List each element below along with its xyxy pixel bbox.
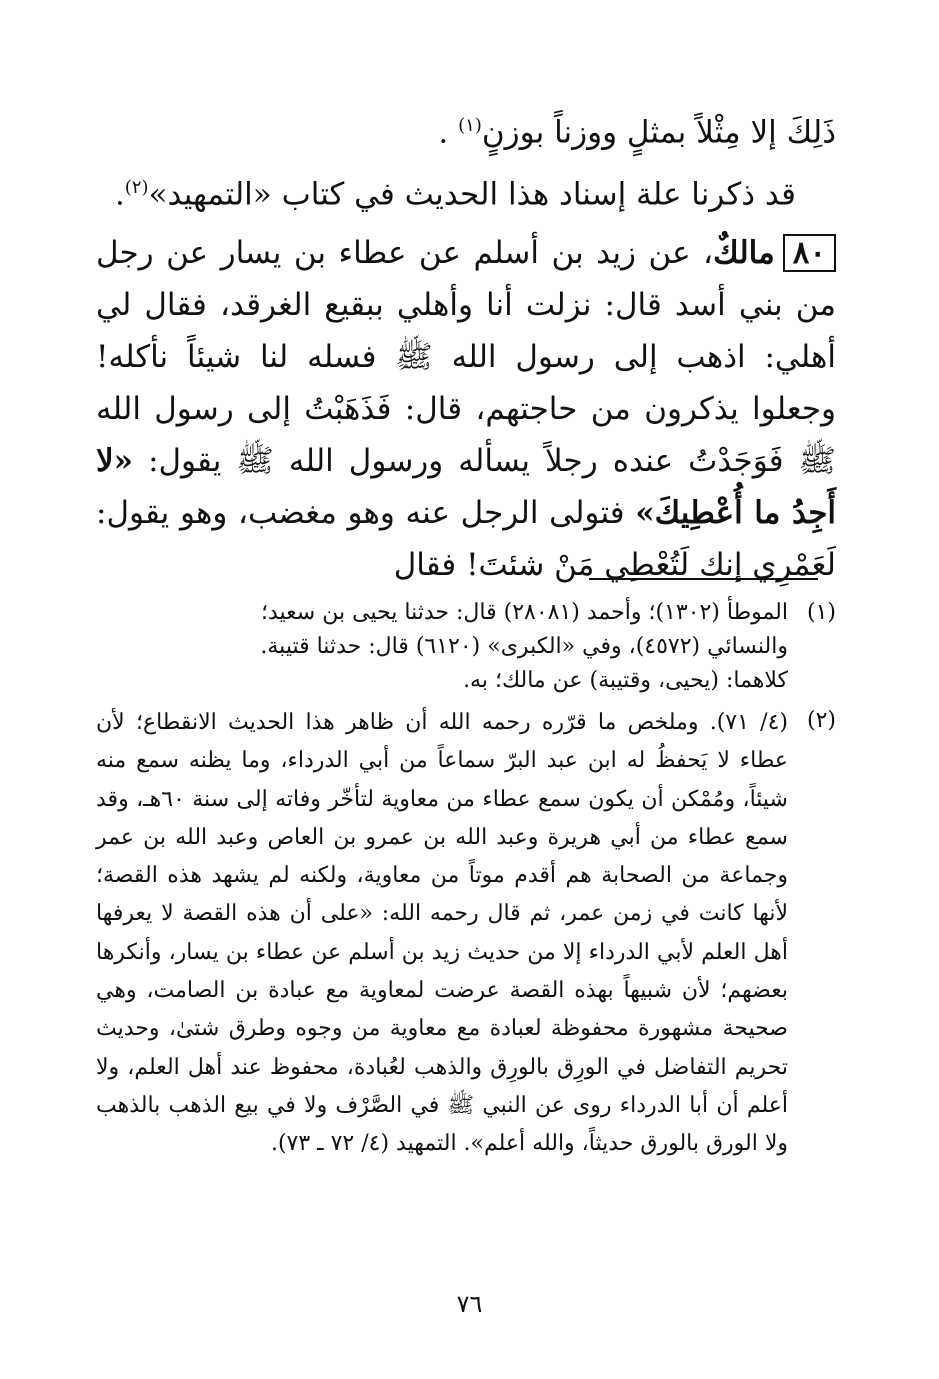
line2-text: قد ذكرنا علة إسناد هذا الحديث في كتاب «التمهيد»: [148, 176, 796, 213]
footnotes: [96, 596, 836, 1164]
footnote-2-number: (٢): [806, 708, 836, 733]
line1-text: ذَلِكَ إلا مِثْلاً بمثلٍ ووزناً بوزنٍ: [481, 114, 836, 151]
hadith-text-1: ، عن زيد بن أسلم عن عطاء بن يسار عن رجل من بني أسد قال: نزلت أنا وأهلي ببقيع الغرقد، فقال لي أهلي: اذهب إلى رسول الله ﷺ فسله لنا شيئاً نأكله! وجعلوا يذكرون من حاجتهم، قال: فَذَهَبْتُ إلى رسول الله ﷺ فَوَجَدْتُ عنده رجلاً يسأله ورسول الله ﷺ يقول:: [96, 234, 836, 479]
footnote-1: [96, 596, 836, 698]
footnote-2-body: (٤/ ٧١). وملخص ما قرّره رحمه الله أن ظاهر هذا الحديث الانقطاع؛ لأن عطاء لا يَحفظُ له ابن عبد البرّ سماعاً من أبي الدرداء، وما يظنه سمع منه شيئاً، ومُمْكن أن يكون سمع عطاء من معاوية لتأخّر وفاته إلى سنة ٦٠هـ، وقد سمع عطاء من أبي هريرة وعبد الله بن عمرو بن العاص وعبد الله بن عمر وجماعة من الصحابة هم أقدم موتاً من معاوية، ولكنه لم يشهد هذه القصة؛ لأنها كانت في زمن عمر، ثم قال رحمه الله: «على أن هذه القصة لا يعرفها أهل العلم لأبي الدرداء إلا من حديث زيد بن أسلم عن عطاء بن يسار، وأنكرها بعضهم؛ لأن شبيهاً بهذه القصة عرضت لمعاوية مع عبادة بن الصامت، وهي صحيحة مشهورة محفوظة لعبادة مع معاوية من وجوه وطرق شتىٰ، وحديث تحريم التفاضل في الورِق بالورِق والذهب لعُبادة، محفوظ عند أهل العلم، ولا أعلم أن أبا الدرداء روى عن النبي ﷺ في الصَّرْف ولا في بيع الذهب بالذهب ولا الورق بالورق حديثاً، والله أعلم». التمهيد (٤/ ٧٢ ـ ٧٣).: [96, 710, 788, 1157]
footnote-1-line: كلاهما: (يحيى، وقتيبة) عن مالك؛ به.: [463, 668, 788, 693]
hadith-narrator: مالكٌ: [713, 234, 775, 271]
footnote-1-body: [96, 596, 788, 698]
footnote-1-number: (١): [806, 600, 836, 625]
line2-end: .: [114, 176, 125, 213]
page-number: ٧٦: [456, 1290, 483, 1318]
hadith-number-box: ٨٠: [783, 234, 836, 272]
footnote-separator: [589, 578, 818, 580]
footnote-ref-1[interactable]: (١): [458, 115, 482, 136]
hadith-paragraph: [96, 227, 836, 591]
hadith-quote: «لا أَجِدُ ما أُعْطِيكَ»: [96, 442, 836, 531]
hadith-text-2: فتولى الرجل عنه وهو مغضب، وهو يقول: لَعَمْرِي إنك لَتُعْطِي مَنْ شئتَ! فقال: [96, 494, 836, 583]
text-line-2: [96, 162, 836, 220]
text-line-1: [96, 100, 836, 158]
main-text: [96, 92, 836, 591]
footnote-1-line: الموطأ (١٣٠٢)؛ وأحمد (٢٨٠٨١) قال: حدثنا يحيى بن سعيد؛: [261, 600, 788, 625]
line1-end: .: [438, 114, 459, 151]
footnote-1-line: والنسائي (٤٥٧٢)، وفي «الكبرى» (٦١٢٠) قال: حدثنا قتيبة.: [260, 634, 788, 659]
footnote-2: [96, 704, 836, 1164]
footnote-ref-2[interactable]: (٢): [124, 177, 149, 199]
